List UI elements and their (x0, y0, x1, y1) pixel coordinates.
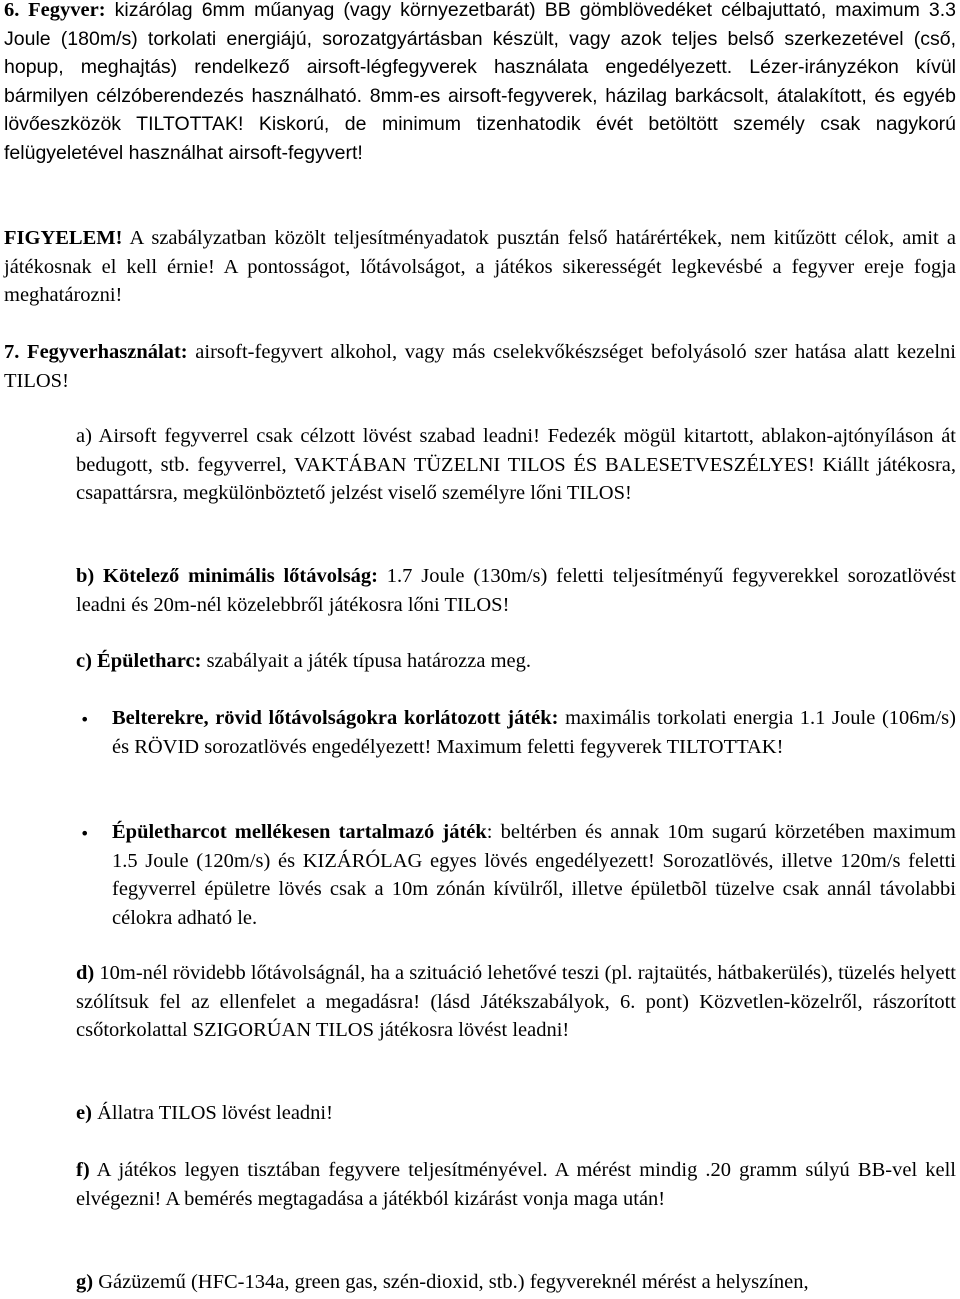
rule-6-text: kizárólag 6mm műanyag (vagy környezetbarát) BB gömblövedéket célbajuttató, maximum 3.3 Joule (180m/s) torkolati energiájú, sorozatgyártásban készült, vagy azok teljes belső szerkezetével (cső, hopup, meghajtás) rendelkező airsoft-légfegyverek használata engedélyezett. Lézer-irányzékon kívül bármilyen célzóberendezés használható. 8mm-es airsoft-fegyverek, házilag barkácsolt, átalakított, és egyéb lövőeszközök TILTOTTAK! Kiskorú, de minimum tizenhatodik évét betöltött személy csak nagykorú felügyeletével használhat airsoft-fegyvert! (4, 0, 956, 164)
warning-paragraph (4, 224, 956, 310)
rule-7c-heading: c) Épületharc: (76, 650, 202, 672)
rule-7g-paragraph (76, 1268, 956, 1297)
warning-heading: FIGYELEM! (4, 227, 123, 249)
rule-7a-text: a) Airsoft fegyverrel csak célzott lövést szabad leadni! Fedezék mögül kitartott, ablakon-ajtónyíláson át bedugott, stb. fegyverrel, VAKTÁBAN TÜZELNI TILOS ÉS BALESETVESZÉLYES! Kiállt játékosra, csapattársra, megkülönböztető jelzést viselő személyre lőni TILOS! (76, 425, 956, 505)
bullet-icon: • (80, 710, 90, 729)
bullet-item-building-heading: Épületharcot mellékesen tartalmazó játék (112, 821, 487, 843)
rule-7b-text: 1.7 Joule (130m/s) feletti teljesítményű fegyverekkel sorozatlövést leadni és 20m-nél közelebbről játékosra lőni TILOS! (76, 565, 956, 616)
bullet-item-building (112, 818, 956, 932)
rule-7e-text: Állatra TILOS lövést leadni! (91, 1102, 333, 1124)
bullet-item-indoor (112, 704, 956, 761)
rule-7c-paragraph (76, 647, 956, 676)
rule-7d-paragraph (76, 959, 956, 1045)
rule-7-text: airsoft-fegyvert alkohol, vagy más cselekvőkészséget befolyásoló szer hatása alatt kezelni TILOS! (4, 341, 956, 392)
bullet-icon: • (80, 824, 90, 843)
rule-6-heading: 6. Fegyver: (4, 0, 106, 21)
rule-7-heading: 7. Fegyverhasználat: (4, 341, 188, 363)
warning-text: A szabályzatban közölt teljesítményadatok pusztán felső határértékek, nem kitűzött célok, amit a játékosnak el kell érnie! A pontosságot, lőtávolságot, a játékos sikerességét legkevésbé a fegyver ereje fogja meghatározni! (4, 227, 956, 307)
bullet-item-indoor-text: maximális torkolati energia 1.1 Joule (106m/s) és RÖVID sorozatlövés engedélyezett! Maximum feletti fegyverek TILTOTTAK! (112, 707, 956, 758)
bullet-item-building-text: : beltérben és annak 10m sugarú körzetében maximum 1.5 Joule (120m/s) és KIZÁRÓLAG egyes lövés engedélyezett! Sorozatlövés, illetve 120m/s feletti fegyverrel épületre lövés csak a 10m zónán kívülről, illetve épületbõl tüzelve csak annál távolabbi célokra adható le. (112, 821, 956, 929)
rule-6-paragraph (4, 0, 956, 168)
rule-7f-text: A játékos legyen tisztában fegyvere teljesítményével. A mérést mindig .20 gramm súlyú BB-vel kell elvégezni! A bemérés megtagadása a játékból kizárást vonja maga után! (76, 1159, 956, 1210)
rule-7b-heading: b) Kötelező minimális lőtávolság: (76, 565, 378, 587)
rule-7a-paragraph (76, 422, 956, 508)
rule-7-paragraph (4, 338, 956, 395)
rule-7c-text: szabályait a játék típusa határozza meg. (201, 650, 532, 672)
rule-7e-paragraph (76, 1099, 956, 1128)
rule-7g-text: Gázüzemű (HFC-134a, green gas, szén-dioxid, stb.) fegyvereknél mérést a helyszínen, (93, 1271, 809, 1293)
rule-7f-paragraph (76, 1156, 956, 1213)
rule-7b-paragraph (76, 562, 956, 619)
rule-7d-heading: d) (76, 962, 95, 984)
rule-7g-heading: g) (76, 1271, 94, 1293)
rule-7e-heading: e) (76, 1102, 92, 1124)
rule-7f-heading: f) (76, 1159, 90, 1181)
rule-7d-text: 10m-nél rövidebb lőtávolságnál, ha a szituáció lehetővé teszi (pl. rajtaütés, hátbakerülés), tüzelés helyett szólítsuk fel az ellenfelet a megadásra! (lásd Játékszabályok, 6. pont) Közvetlen-közelről, rászorított csőtorkolattal SZIGORÚAN TILOS játékosra lövést leadni! (76, 962, 956, 1042)
bullet-item-indoor-heading: Belterekre, rövid lőtávolságokra korlátozott játék: (112, 707, 559, 729)
